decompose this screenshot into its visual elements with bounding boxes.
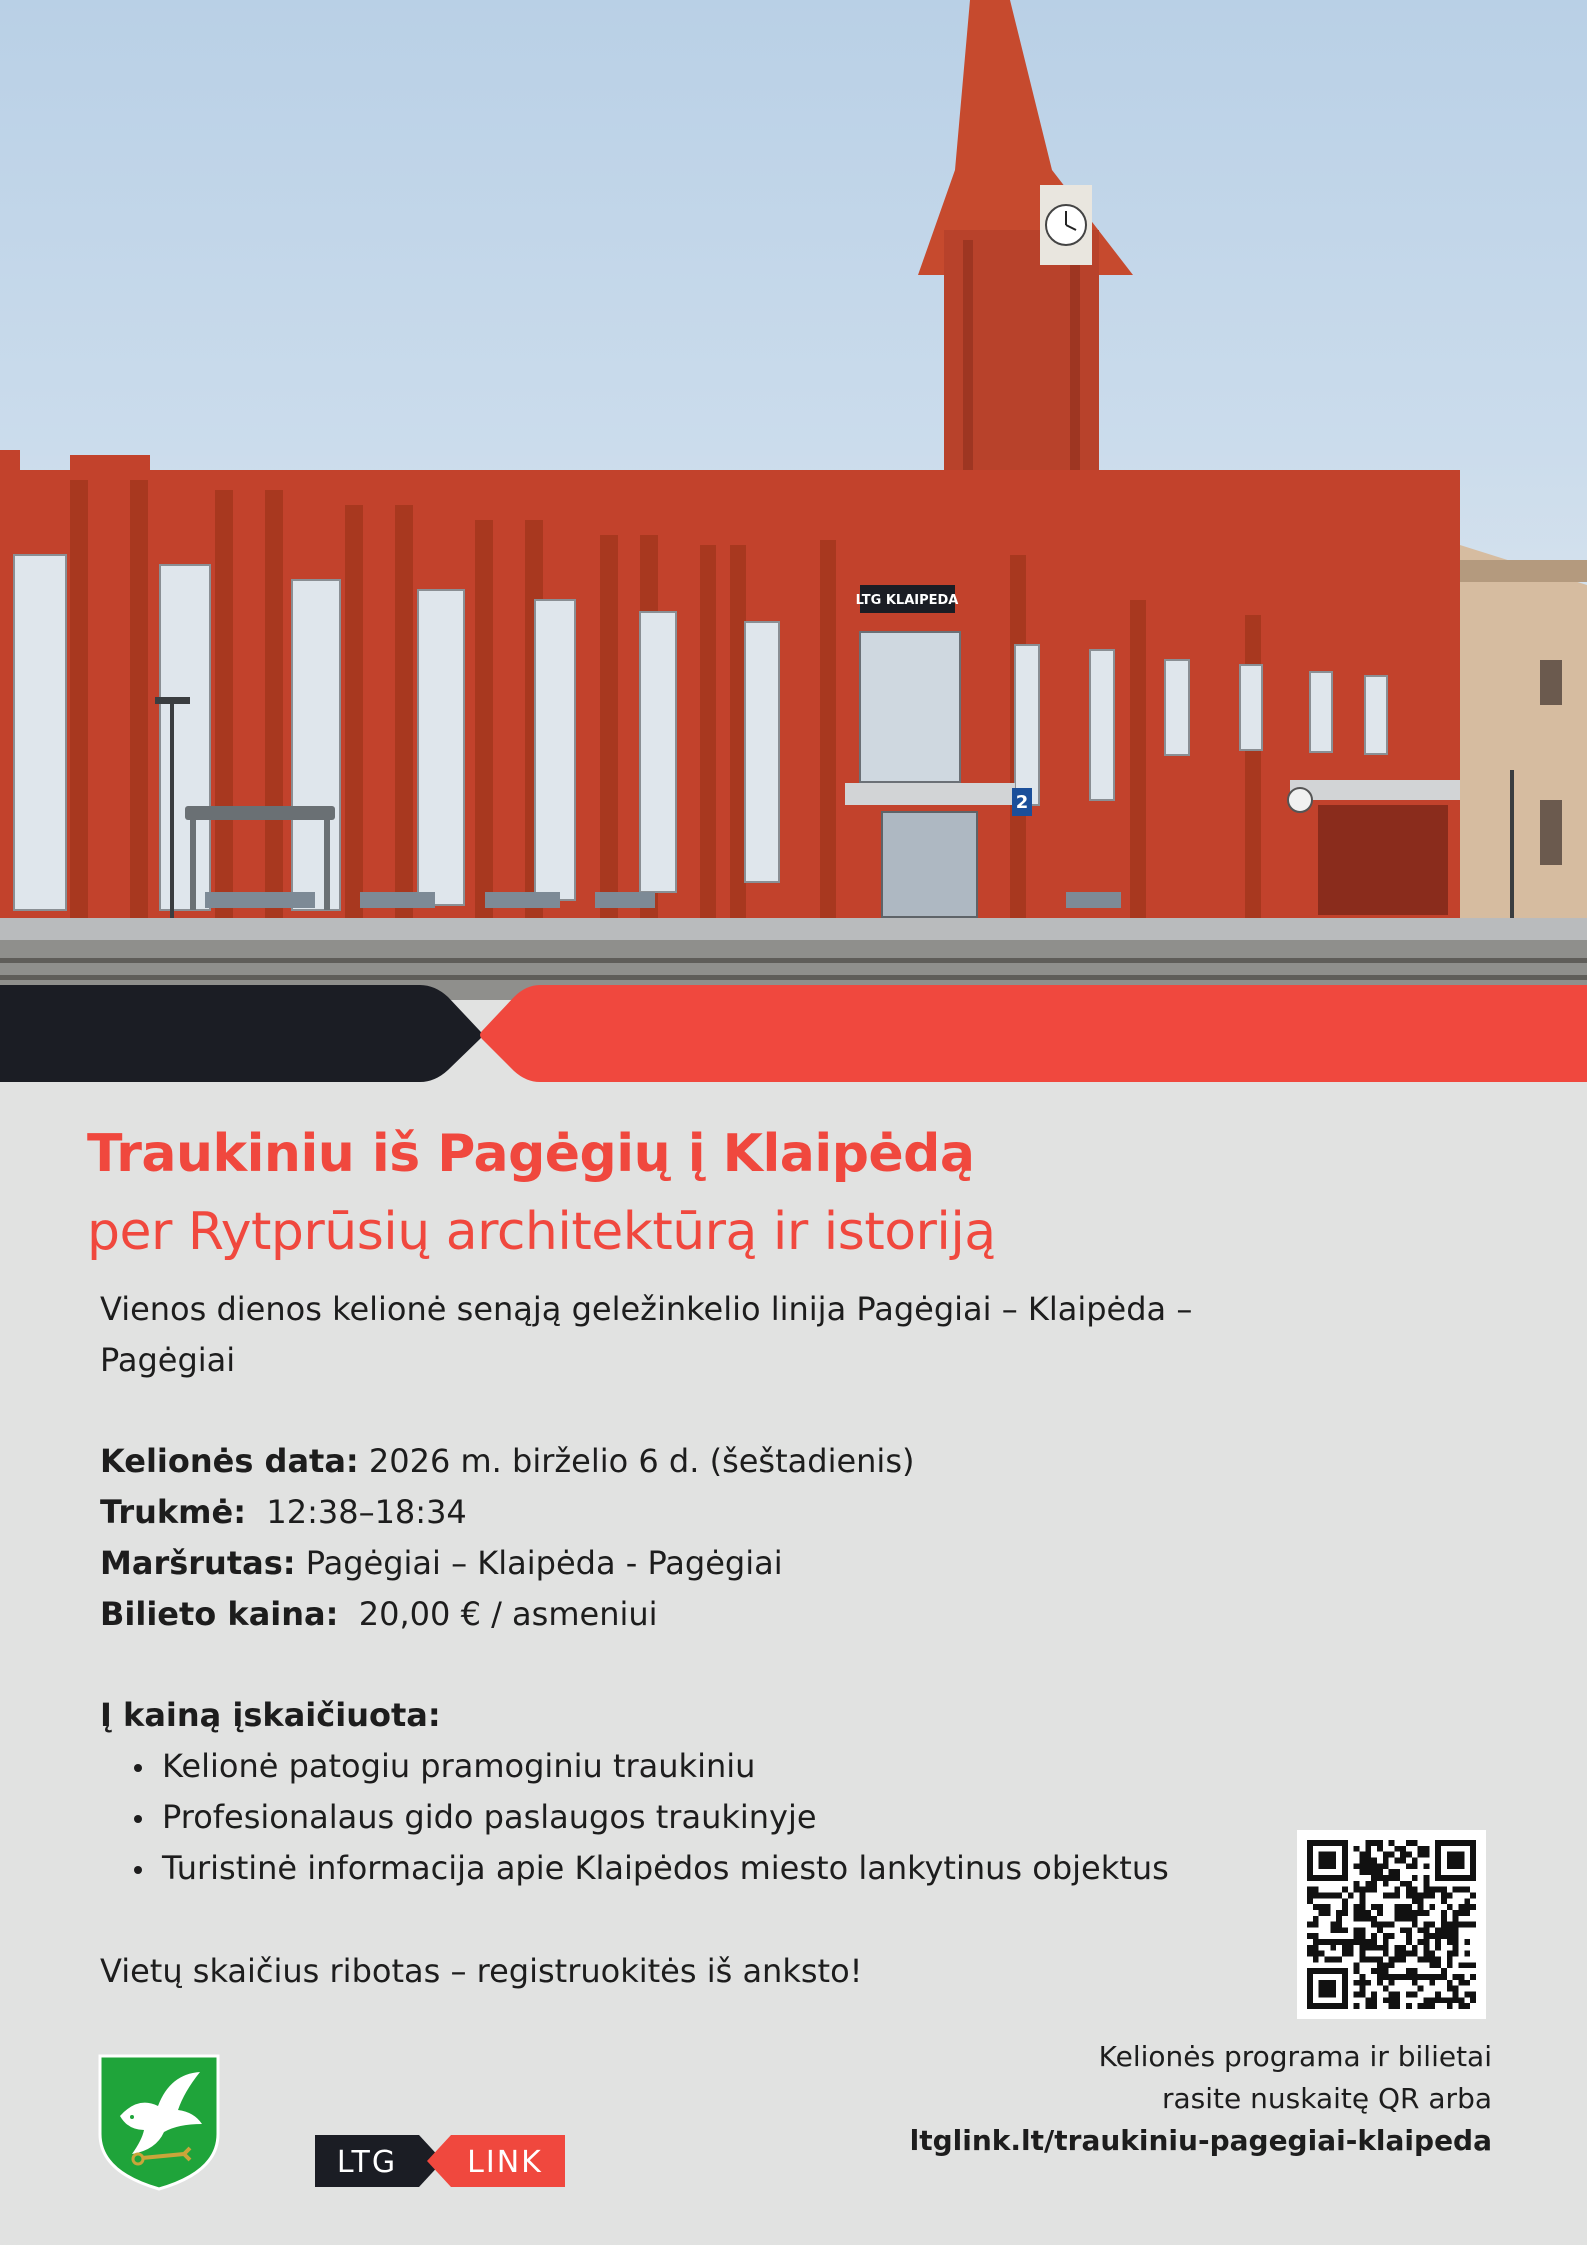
date-value: 2026 m. birželio 6 d. (šeštadienis): [358, 1442, 915, 1480]
station-illustration: [0, 0, 1587, 1000]
entrance-door: [882, 812, 977, 917]
entrance-glass: [860, 632, 960, 782]
ltg-logo-left: LTG: [336, 2145, 398, 2180]
route-label: Maršrutas:: [100, 1544, 296, 1582]
platform: [0, 918, 1587, 942]
duration-label: Trukmė:: [100, 1493, 246, 1531]
lamp-post: [170, 700, 174, 940]
duration-value: 12:38–18:34: [246, 1493, 467, 1531]
bus-shelter: [185, 806, 335, 820]
intro-line-2: Pagėgiai: [100, 1341, 236, 1379]
price-value: 20,00 € / asmeniui: [338, 1595, 658, 1633]
detail-date: [100, 1436, 914, 1487]
band-dark: [0, 985, 482, 1082]
footer-info: [910, 2036, 1492, 2162]
platform-number: 2: [1015, 792, 1029, 813]
detail-route: [100, 1538, 914, 1589]
page-title: Traukiniu iš Pagėgių į Klaipėdą: [87, 1124, 975, 1184]
station-photo: [0, 0, 1587, 1000]
detail-price: [100, 1589, 914, 1640]
price-label: Bilieto kaina:: [100, 1595, 339, 1633]
intro-line-1: Vienos dienos kelionė senąją geležinkelio linija Pagėgiai – Klaipėda –: [100, 1290, 1193, 1328]
ltg-link-logo: [315, 2135, 565, 2187]
qr-code[interactable]: [1297, 1830, 1486, 2019]
included-list: [100, 1741, 1169, 1894]
arch-opening: [1318, 805, 1448, 915]
ltg-logo-right: LINK: [467, 2145, 543, 2180]
page-subtitle: per Rytprūsių architektūrą ir istoriją: [87, 1202, 996, 1262]
detail-duration: [100, 1487, 914, 1538]
footer-line-1: Kelionės programa ir bilietai: [1098, 2040, 1492, 2073]
band-red: [480, 985, 1587, 1082]
decorative-band: [0, 985, 1587, 1082]
list-item: Profesionalaus gido paslaugos traukinyje: [100, 1792, 1169, 1843]
trip-details: [100, 1436, 914, 1640]
footer-line-2: rasite nuskaitę QR arba: [1162, 2082, 1492, 2115]
included-heading: Į kainą įskaičiuota:: [100, 1696, 441, 1734]
station-sign-text: LTG KLAIPEDA: [855, 593, 959, 608]
qr-code-icon: [1307, 1840, 1476, 2009]
canopy: [845, 783, 1015, 805]
seats-note: Vietų skaičius ribotas – registruokitės iš anksto!: [100, 1952, 863, 1990]
intro-text: [100, 1284, 1350, 1386]
date-label: Kelionės data:: [100, 1442, 359, 1480]
municipality-crest-icon: [98, 2054, 220, 2191]
list-item: Turistinė informacija apie Klaipėdos miesto lankytinus objektus: [100, 1843, 1169, 1894]
route-value: Pagėgiai – Klaipėda - Pagėgiai: [295, 1544, 783, 1582]
list-item: Kelionė patogiu pramoginiu traukiniu: [100, 1741, 1169, 1792]
footer-url-link[interactable]: ltglink.lt/traukiniu-pagegiai-klaipeda: [909, 2124, 1492, 2157]
